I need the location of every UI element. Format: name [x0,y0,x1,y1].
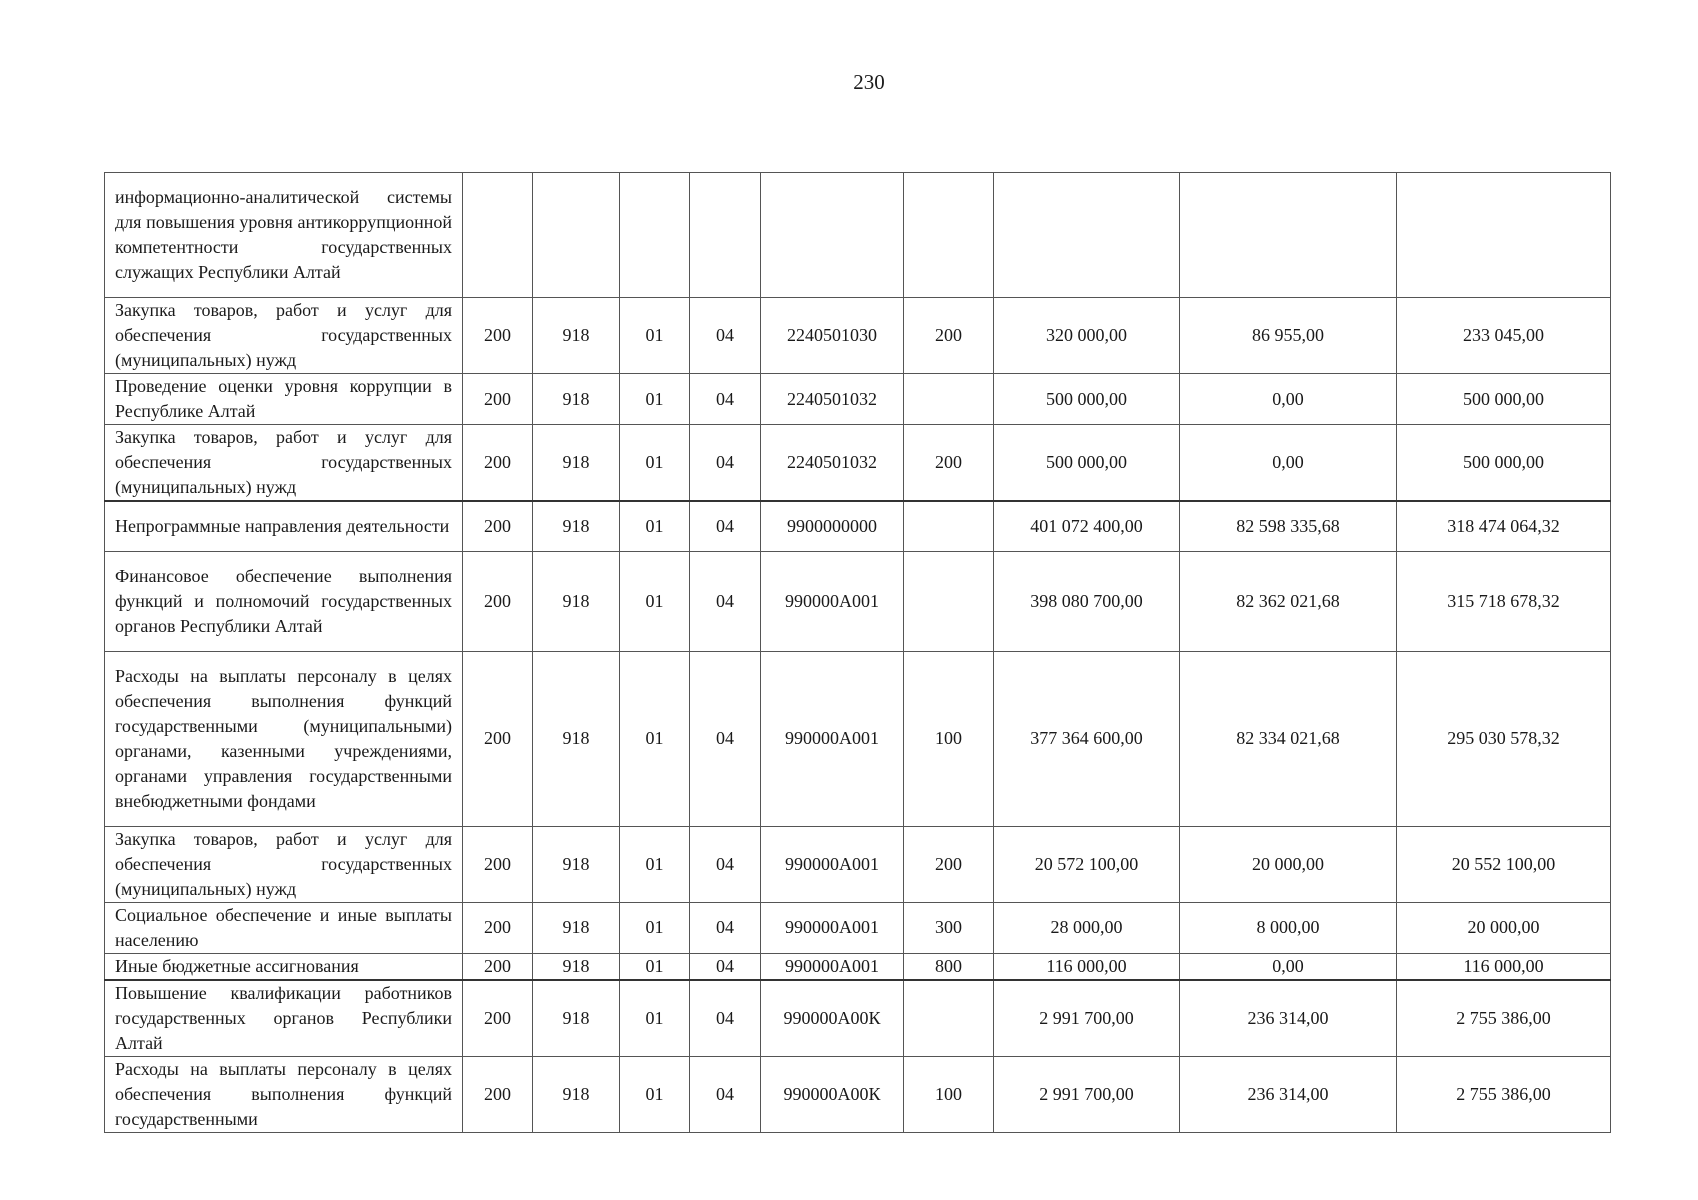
table-row [105,173,1611,298]
cell-subsection: 04 [690,651,761,826]
cell-code1: 200 [463,551,533,651]
cell-section: 01 [620,826,690,902]
cell-remainder: 315 718 678,32 [1397,551,1611,651]
cell-code2: 918 [533,501,620,551]
cell-remainder: 20 552 100,00 [1397,826,1611,902]
cell-code2: 918 [533,826,620,902]
cell-remainder: 2 755 386,00 [1397,1056,1611,1132]
cell-target: 2240501032 [761,374,904,425]
cell-type [904,374,994,425]
table-body [105,173,1611,1133]
cell-target: 990000А001 [761,551,904,651]
cell-target [761,173,904,298]
table-row [105,374,1611,425]
cell-code1: 200 [463,953,533,980]
table-row [105,501,1611,551]
table-row [105,953,1611,980]
cell-subsection: 04 [690,425,761,502]
cell-remainder: 116 000,00 [1397,953,1611,980]
page-number: 230 [853,70,885,94]
cell-code1: 200 [463,374,533,425]
cell-amount: 116 000,00 [994,953,1180,980]
table-row [105,651,1611,826]
cell-section: 01 [620,298,690,374]
row-description: Финансовое обеспечение выполнения функций и полномочий государственных органов Республики Алтай [105,551,463,651]
cell-code1: 200 [463,1056,533,1132]
cell-target: 990000А001 [761,902,904,953]
cell-section: 01 [620,953,690,980]
cell-remainder: 295 030 578,32 [1397,651,1611,826]
table-row [105,980,1611,1057]
cell-code1: 200 [463,980,533,1057]
cell-code2: 918 [533,651,620,826]
cell-executed: 0,00 [1180,953,1397,980]
cell-executed: 236 314,00 [1180,980,1397,1057]
cell-amount: 20 572 100,00 [994,826,1180,902]
cell-code2: 918 [533,953,620,980]
cell-code2: 918 [533,980,620,1057]
cell-type: 300 [904,902,994,953]
cell-section: 01 [620,1056,690,1132]
cell-code2: 918 [533,298,620,374]
cell-section: 01 [620,980,690,1057]
cell-executed: 236 314,00 [1180,1056,1397,1132]
cell-type [904,980,994,1057]
cell-remainder: 2 755 386,00 [1397,980,1611,1057]
cell-executed: 8 000,00 [1180,902,1397,953]
cell-section: 01 [620,374,690,425]
cell-code2: 918 [533,551,620,651]
cell-subsection: 04 [690,953,761,980]
cell-section: 01 [620,501,690,551]
cell-subsection: 04 [690,551,761,651]
cell-amount: 2 991 700,00 [994,980,1180,1057]
cell-subsection: 04 [690,298,761,374]
cell-amount: 2 991 700,00 [994,1056,1180,1132]
cell-amount: 500 000,00 [994,374,1180,425]
cell-type: 200 [904,826,994,902]
cell-code1: 200 [463,902,533,953]
cell-type: 100 [904,651,994,826]
row-description: Закупка товаров, работ и услуг для обеспечения государственных (муниципальных) нужд [105,298,463,374]
table-row [105,1056,1611,1132]
cell-section [620,173,690,298]
cell-executed: 0,00 [1180,374,1397,425]
cell-subsection: 04 [690,1056,761,1132]
cell-subsection: 04 [690,902,761,953]
table-row [105,551,1611,651]
cell-code2: 918 [533,1056,620,1132]
row-description: Социальное обеспечение и иные выплаты населению [105,902,463,953]
cell-section: 01 [620,651,690,826]
cell-code2: 918 [533,425,620,502]
cell-target: 2240501030 [761,298,904,374]
cell-executed: 82 362 021,68 [1180,551,1397,651]
cell-code1: 200 [463,425,533,502]
cell-executed: 82 598 335,68 [1180,501,1397,551]
cell-target: 9900000000 [761,501,904,551]
cell-code2: 918 [533,902,620,953]
row-description: Закупка товаров, работ и услуг для обеспечения государственных (муниципальных) нужд [105,425,463,502]
cell-amount: 320 000,00 [994,298,1180,374]
table-row [105,826,1611,902]
cell-executed: 0,00 [1180,425,1397,502]
cell-code2 [533,173,620,298]
cell-target: 2240501032 [761,425,904,502]
cell-type [904,173,994,298]
cell-subsection: 04 [690,980,761,1057]
cell-section: 01 [620,425,690,502]
row-description: Повышение квалификации работников государственных органов Республики Алтай [105,980,463,1057]
cell-target: 990000А00К [761,980,904,1057]
cell-target: 990000А001 [761,953,904,980]
cell-target: 990000А001 [761,651,904,826]
cell-code1: 200 [463,501,533,551]
cell-executed [1180,173,1397,298]
cell-remainder: 500 000,00 [1397,425,1611,502]
cell-remainder [1397,173,1611,298]
cell-code1: 200 [463,651,533,826]
row-description: Расходы на выплаты персоналу в целях обеспечения выполнения функций государственными [105,1056,463,1132]
cell-target: 990000А001 [761,826,904,902]
cell-subsection: 04 [690,501,761,551]
row-description: информационно-аналитической системы для повышения уровня антикоррупционной компетентности государственных служащих Республики Алтай [105,173,463,298]
cell-section: 01 [620,902,690,953]
row-description: Закупка товаров, работ и услуг для обеспечения государственных (муниципальных) нужд [105,826,463,902]
cell-code1: 200 [463,826,533,902]
cell-remainder: 20 000,00 [1397,902,1611,953]
cell-amount: 28 000,00 [994,902,1180,953]
table-row [105,298,1611,374]
cell-type: 200 [904,425,994,502]
row-description: Непрограммные направления деятельности [105,501,463,551]
cell-target: 990000А00К [761,1056,904,1132]
cell-amount [994,173,1180,298]
row-description: Расходы на выплаты персоналу в целях обеспечения выполнения функций государственными (муниципальными) органами, казенными учреждениями, органами управления государственными внебюджетными фондами [105,651,463,826]
cell-executed: 20 000,00 [1180,826,1397,902]
budget-table [104,172,1611,1133]
cell-amount: 398 080 700,00 [994,551,1180,651]
cell-amount: 401 072 400,00 [994,501,1180,551]
table-row [105,425,1611,502]
cell-remainder: 318 474 064,32 [1397,501,1611,551]
cell-type: 800 [904,953,994,980]
cell-type: 200 [904,298,994,374]
cell-code2: 918 [533,374,620,425]
cell-type: 100 [904,1056,994,1132]
cell-executed: 86 955,00 [1180,298,1397,374]
cell-remainder: 233 045,00 [1397,298,1611,374]
cell-code1: 200 [463,298,533,374]
cell-amount: 377 364 600,00 [994,651,1180,826]
row-description: Проведение оценки уровня коррупции в Республике Алтай [105,374,463,425]
cell-code1 [463,173,533,298]
cell-section: 01 [620,551,690,651]
cell-executed: 82 334 021,68 [1180,651,1397,826]
row-description: Иные бюджетные ассигнования [105,953,463,980]
cell-amount: 500 000,00 [994,425,1180,502]
cell-subsection [690,173,761,298]
cell-subsection: 04 [690,826,761,902]
cell-subsection: 04 [690,374,761,425]
table-row [105,902,1611,953]
cell-type [904,551,994,651]
cell-type [904,501,994,551]
cell-remainder: 500 000,00 [1397,374,1611,425]
